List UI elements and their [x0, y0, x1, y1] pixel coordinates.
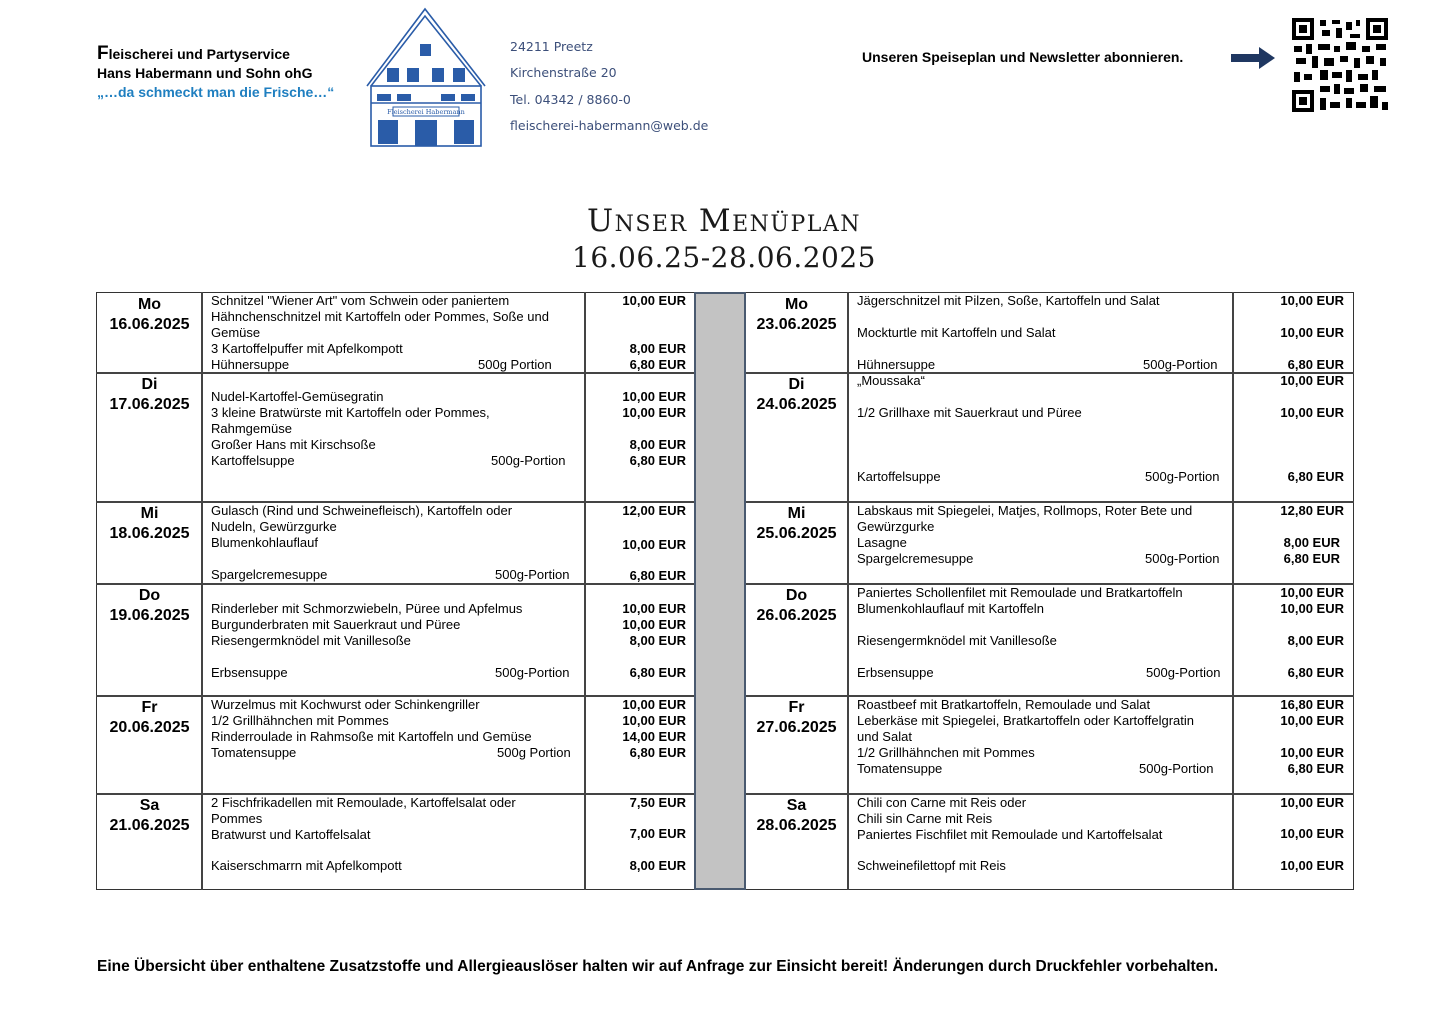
price: 7,50 EUR — [629, 795, 686, 810]
company-name-rest: leischerei und Partyservice — [108, 46, 290, 62]
dish-item: 1/2 Grillhähnchen mit Pommes — [857, 745, 1035, 760]
portion-label: 500g-Portion — [1143, 357, 1218, 372]
price: 8,00 EUR — [1283, 535, 1340, 550]
dish-item: Labskaus mit Spiegelei, Matjes, Rollmops, Roter Bete und — [857, 503, 1193, 518]
price: 10,00 EUR — [1280, 795, 1344, 810]
portion-label: 500g-Portion — [1145, 551, 1220, 566]
dish-item: „Moussaka“ — [857, 373, 925, 388]
dish-item: Gewürzgurke — [857, 519, 935, 534]
dish-item: Tomatensuppe — [857, 761, 943, 776]
price: 6,80 EUR — [1287, 761, 1344, 776]
dish-item: Hühnersuppe — [211, 357, 290, 372]
day-label-do-19: Do 19.06.2025 — [109, 587, 190, 624]
dish-item: Gulasch (Rind und Schweinefleisch), Kartoffeln oder — [211, 503, 513, 518]
day-label-fr-27: Fr 27.06.2025 — [756, 699, 837, 736]
price: 6,80 EUR — [629, 665, 686, 680]
price: 10,00 EUR — [1280, 293, 1344, 308]
day-label-do-26: Do 26.06.2025 — [756, 587, 837, 624]
dish-item: Schnitzel "Wiener Art" vom Schwein oder paniertem — [211, 293, 510, 308]
portion-label: 500g-Portion — [1146, 665, 1221, 680]
day-label-di-24: Di 24.06.2025 — [756, 376, 837, 413]
price: 8,00 EUR — [1287, 633, 1344, 648]
price: 12,80 EUR — [1280, 503, 1344, 518]
dish-item: Großer Hans mit Kirschsoße — [211, 437, 376, 452]
price: 8,00 EUR — [629, 437, 686, 452]
dish-item: Paniertes Schollenfilet mit Remoulade und Bratkartoffeln — [857, 585, 1183, 600]
dish-item: Pommes — [211, 811, 263, 826]
dish-item: Chili sin Carne mit Reis — [857, 811, 993, 826]
price: 10,00 EUR — [622, 293, 686, 308]
price: 10,00 EUR — [1280, 585, 1344, 600]
portion-label: 500g-Portion — [1139, 761, 1214, 776]
menu-title-block — [0, 202, 1448, 276]
price: 6,80 EUR — [1287, 665, 1344, 680]
portion-label: 500g-Portion — [495, 567, 570, 582]
dish-item: Lasagne — [857, 535, 907, 550]
company-block — [97, 44, 334, 102]
dish-item: Hühnersuppe — [857, 357, 936, 372]
price: 10,00 EUR — [1280, 405, 1344, 420]
company-name — [97, 44, 334, 64]
day-label-fr-20: Fr 20.06.2025 — [109, 699, 190, 736]
day-label-mo-23: Mo 23.06.2025 — [756, 296, 837, 333]
house-sign: Fleischerei Habermann — [387, 108, 465, 116]
dish-item: Erbsensuppe — [211, 665, 288, 680]
price: 10,00 EUR — [1280, 826, 1344, 841]
price: 8,00 EUR — [629, 858, 686, 873]
dish-item: Rinderleber mit Schmorzwiebeln, Püree und Apfelmus — [211, 601, 523, 616]
price: 10,00 EUR — [622, 617, 686, 632]
dish-item: Jägerschnitzel mit Pilzen, Soße, Kartoffeln und Salat — [857, 293, 1160, 308]
company-owner: Hans Habermann und Sohn ohG — [97, 65, 313, 81]
price: 10,00 EUR — [622, 537, 686, 552]
dish-item: Kartoffelsuppe — [857, 469, 941, 484]
dish-item: 2 Fischfrikadellen mit Remoulade, Kartoffelsalat oder — [211, 795, 516, 810]
menu-date-range: 16.06.25-28.06.2025 — [572, 241, 876, 274]
day-label-di-17: Di 17.06.2025 — [109, 376, 190, 413]
company-initial: F — [97, 43, 109, 64]
price: 6,80 EUR — [1287, 357, 1344, 372]
dish-item: Wurzelmus mit Kochwurst oder Schinkengriller — [211, 697, 480, 712]
dish-item: Rinderroulade in Rahmsoße mit Kartoffeln und Gemüse — [211, 729, 532, 744]
dish-item: Riesengermknödel mit Vanillesoße — [211, 633, 411, 648]
dish-item: Blumenkohlauflauf mit Kartoffeln — [857, 601, 1044, 616]
arrow-right-icon — [1231, 46, 1275, 70]
dish-item: Riesengermknödel mit Vanillesoße — [857, 633, 1057, 648]
price: 6,80 EUR — [1283, 551, 1340, 566]
dish-item: Bratwurst und Kartoffelsalat — [211, 827, 371, 842]
dish-item: Burgunderbraten mit Sauerkraut und Püree — [211, 617, 461, 632]
dish-item: Blumenkohlauflauf — [211, 535, 318, 550]
dish-item: Kartoffelsuppe — [211, 453, 295, 468]
price: 10,00 EUR — [1280, 325, 1344, 340]
contact-city: 24211 Preetz — [510, 39, 593, 54]
grid-line — [201, 292, 203, 890]
column-separator — [694, 292, 746, 890]
price: 6,80 EUR — [1287, 469, 1344, 484]
price: 10,00 EUR — [1280, 858, 1344, 873]
dish-item: Spargelcremesuppe — [857, 551, 974, 566]
grid-line — [847, 292, 849, 890]
newsletter-text: Unseren Speiseplan und Newsletter abonnieren. — [862, 49, 1184, 65]
price: 6,80 EUR — [629, 357, 686, 372]
dish-item: Leberkäse mit Spiegelei, Bratkartoffeln oder Kartoffelgratin — [857, 713, 1194, 728]
dish-item: Paniertes Fischfilet mit Remoulade und Kartoffelsalat — [857, 827, 1163, 842]
contact-street: Kirchenstraße 20 — [510, 65, 617, 81]
dish-item: 1/2 Grillhaxe mit Sauerkraut und Püree — [857, 405, 1082, 420]
price: 12,00 EUR — [622, 503, 686, 518]
contact-block — [510, 34, 708, 139]
portion-label: 500g Portion — [478, 357, 552, 372]
contact-email[interactable]: fleischerei-habermann@web.de — [510, 117, 709, 133]
price: 8,00 EUR — [629, 633, 686, 648]
dish-item: 3 Kartoffelpuffer mit Apfelkompott — [211, 341, 403, 356]
dish-item: Erbsensuppe — [857, 665, 934, 680]
price: 7,00 EUR — [629, 826, 686, 841]
dish-item: Tomatensuppe — [211, 745, 297, 760]
dish-item: Rahmgemüse — [211, 421, 292, 436]
dish-item: Kaiserschmarrn mit Apfelkompott — [211, 858, 402, 873]
price: 10,00 EUR — [622, 697, 686, 712]
dish-item: Mockturtle mit Kartoffeln und Salat — [857, 325, 1056, 340]
day-label-mo-16: Mo 16.06.2025 — [109, 296, 190, 333]
price: 10,00 EUR — [1280, 745, 1344, 760]
dish-item: Hähnchenschnitzel mit Kartoffeln oder Pommes, Soße und — [211, 309, 549, 324]
portion-label: 500g Portion — [497, 745, 571, 760]
price: 6,80 EUR — [629, 568, 686, 583]
price: 10,00 EUR — [1280, 373, 1344, 388]
price: 10,00 EUR — [622, 405, 686, 420]
price: 14,00 EUR — [622, 729, 686, 744]
shop-house-icon — [365, 6, 487, 148]
day-label-mi-18: Mi 18.06.2025 — [109, 505, 190, 542]
dish-item: Gemüse — [211, 325, 261, 340]
dish-item: Roastbeef mit Bratkartoffeln, Remoulade und Salat — [857, 697, 1151, 712]
dish-item: Nudeln, Gewürzgurke — [211, 519, 337, 534]
dish-item: Spargelcremesuppe — [211, 567, 328, 582]
day-label-mi-25: Mi 25.06.2025 — [756, 505, 837, 542]
price: 10,00 EUR — [622, 601, 686, 616]
dish-item: 3 kleine Bratwürste mit Kartoffeln oder Pommes, — [211, 405, 490, 420]
contact-phone: Tel. 04342 / 8860-0 — [510, 91, 631, 107]
footer-note: Eine Übersicht über enthaltene Zusatzstoffe und Allergieauslöser halten wir auf Anfrage zur Einsicht bereit! Änderungen durch Druckfehler vorbehalten. — [97, 958, 1219, 975]
price: 10,00 EUR — [1280, 601, 1344, 616]
menu-title: Unser Menüplan — [586, 203, 862, 239]
dish-item: 1/2 Grillhähnchen mit Pommes — [211, 713, 389, 728]
price: 8,00 EUR — [629, 341, 686, 356]
dish-item: Schweinefilettopf mit Reis — [857, 858, 1006, 873]
day-label-sa-21: Sa 21.06.2025 — [109, 797, 190, 834]
price: 16,80 EUR — [1280, 697, 1344, 712]
day-label-sa-28: Sa 28.06.2025 — [756, 797, 837, 834]
qr-code-icon[interactable] — [1292, 18, 1388, 112]
portion-label: 500g-Portion — [1145, 469, 1220, 484]
portion-label: 500g-Portion — [491, 453, 566, 468]
dish-item: Nudel-Kartoffel-Gemüsegratin — [211, 389, 384, 404]
dish-item: Chili con Carne mit Reis oder — [857, 795, 1027, 810]
dish-item: und Salat — [857, 729, 912, 744]
company-slogan: „…da schmeckt man die Frische…“ — [97, 84, 335, 100]
price: 6,80 EUR — [629, 745, 686, 760]
price: 10,00 EUR — [622, 713, 686, 728]
price: 6,80 EUR — [629, 453, 686, 468]
portion-label: 500g-Portion — [495, 665, 570, 680]
price: 10,00 EUR — [622, 389, 686, 404]
price: 10,00 EUR — [1280, 713, 1344, 728]
